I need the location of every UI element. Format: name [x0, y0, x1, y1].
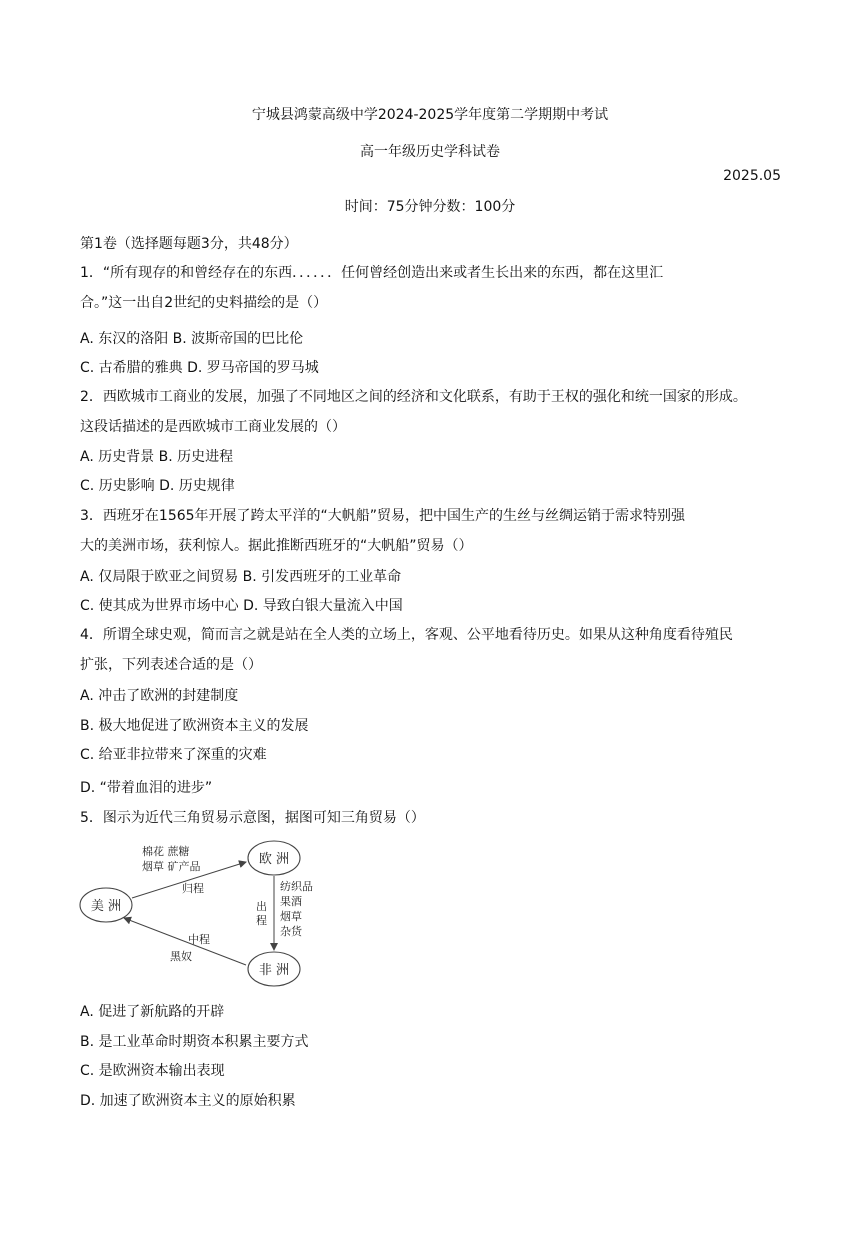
europe-label: 欧 洲	[258, 852, 290, 867]
middle-passage-goods: 黑奴	[170, 950, 192, 963]
question-5-option-c: C. 是欧洲资本输出表现	[80, 1063, 225, 1079]
outbound-label-char-1: 出	[256, 900, 267, 913]
question-4-option-c: C. 给亚非拉带来了深重的灾难	[80, 747, 267, 763]
return-goods-line-2: 烟草 矿产品	[142, 860, 201, 873]
question-1-stem-line-1: 1．“所有现存的和曾经存在的东西．．．．．．任何曾经创造出来或者生长出来的东西，都在这里汇	[80, 265, 664, 281]
section-heading: 第1卷（选择题每题3分，共48分）	[80, 236, 298, 252]
question-2-stem-line-1: 2．西欧城市工商业的发展，加强了不同地区之间的经济和文化联系，有助于王权的强化和统一国家的形成。	[80, 389, 747, 405]
paper-subtitle: 高一年级历史学科试卷	[360, 144, 500, 160]
outbound-goods-1: 纺织品	[280, 880, 313, 893]
exam-title: 宁城县鸿蒙高级中学2024-2025学年度第二学期期中考试	[251, 107, 609, 123]
question-1-options-row-1: A. 东汉的洛阳 B. 波斯帝国的巴比伦	[80, 331, 304, 347]
outbound-goods-4: 杂货	[280, 925, 302, 938]
middle-passage-label: 中程	[188, 933, 210, 946]
question-2-stem-line-2: 这段话描述的是西欧城市工商业发展的（）	[80, 419, 346, 435]
triangle-trade-diagram	[78, 838, 318, 988]
question-5-option-d: D. 加速了欧洲资本主义的原始积累	[80, 1093, 296, 1109]
africa-label: 非 洲	[258, 963, 290, 978]
question-4-option-a: A. 冲击了欧洲的封建制度	[80, 688, 239, 704]
outbound-goods-3: 烟草	[280, 910, 302, 923]
question-4-option-d: D. “带着血泪的进步”	[80, 780, 213, 796]
question-5-option-b: B. 是工业革命时期资本积累主要方式	[80, 1034, 309, 1050]
exam-date: 2025.05	[723, 168, 781, 184]
question-4-stem-line-2: 扩张，下列表述合适的是（）	[80, 657, 262, 673]
question-4-option-b: B. 极大地促进了欧洲资本主义的发展	[80, 718, 309, 734]
question-5-stem: 5．图示为近代三角贸易示意图，据图可知三角贸易（）	[80, 810, 425, 826]
america-label: 美 洲	[90, 899, 122, 914]
outbound-goods-2: 果酒	[280, 895, 302, 908]
time-and-score: 时间：75分钟分数：100分	[344, 199, 516, 215]
question-1-options-row-2: C. 古希腊的雅典 D. 罗马帝国的罗马城	[80, 360, 319, 376]
question-1-stem-line-2: 合。”这一出自2世纪的史料描绘的是（）	[80, 295, 328, 311]
question-3-stem-line-2: 大的美洲市场，获利惊人。据此推断西班牙的“大帆船”贸易（）	[80, 538, 473, 554]
return-goods-line-1: 棉花 蔗糖	[142, 845, 190, 858]
question-3-options-row-1: A. 仅局限于欧亚之间贸易 B. 引发西班牙的工业革命	[80, 569, 402, 585]
return-route-label: 归程	[182, 882, 204, 895]
outbound-label-char-2: 程	[256, 914, 267, 927]
question-3-stem-line-1: 3．西班牙在1565年开展了跨太平洋的“大帆船”贸易，把中国生产的生丝与丝绸运销于需求特别强	[80, 508, 686, 524]
question-4-stem-line-1: 4．所谓全球史观，简而言之就是站在全人类的立场上，客观、公平地看待历史。如果从这种角度看待殖民	[80, 627, 733, 643]
question-2-options-row-1: A. 历史背景 B. 历史进程	[80, 449, 234, 465]
question-2-options-row-2: C. 历史影响 D. 历史规律	[80, 478, 235, 494]
question-3-options-row-2: C. 使其成为世界市场中心 D. 导致白银大量流入中国	[80, 598, 403, 614]
question-5-option-a: A. 促进了新航路的开辟	[80, 1004, 225, 1020]
